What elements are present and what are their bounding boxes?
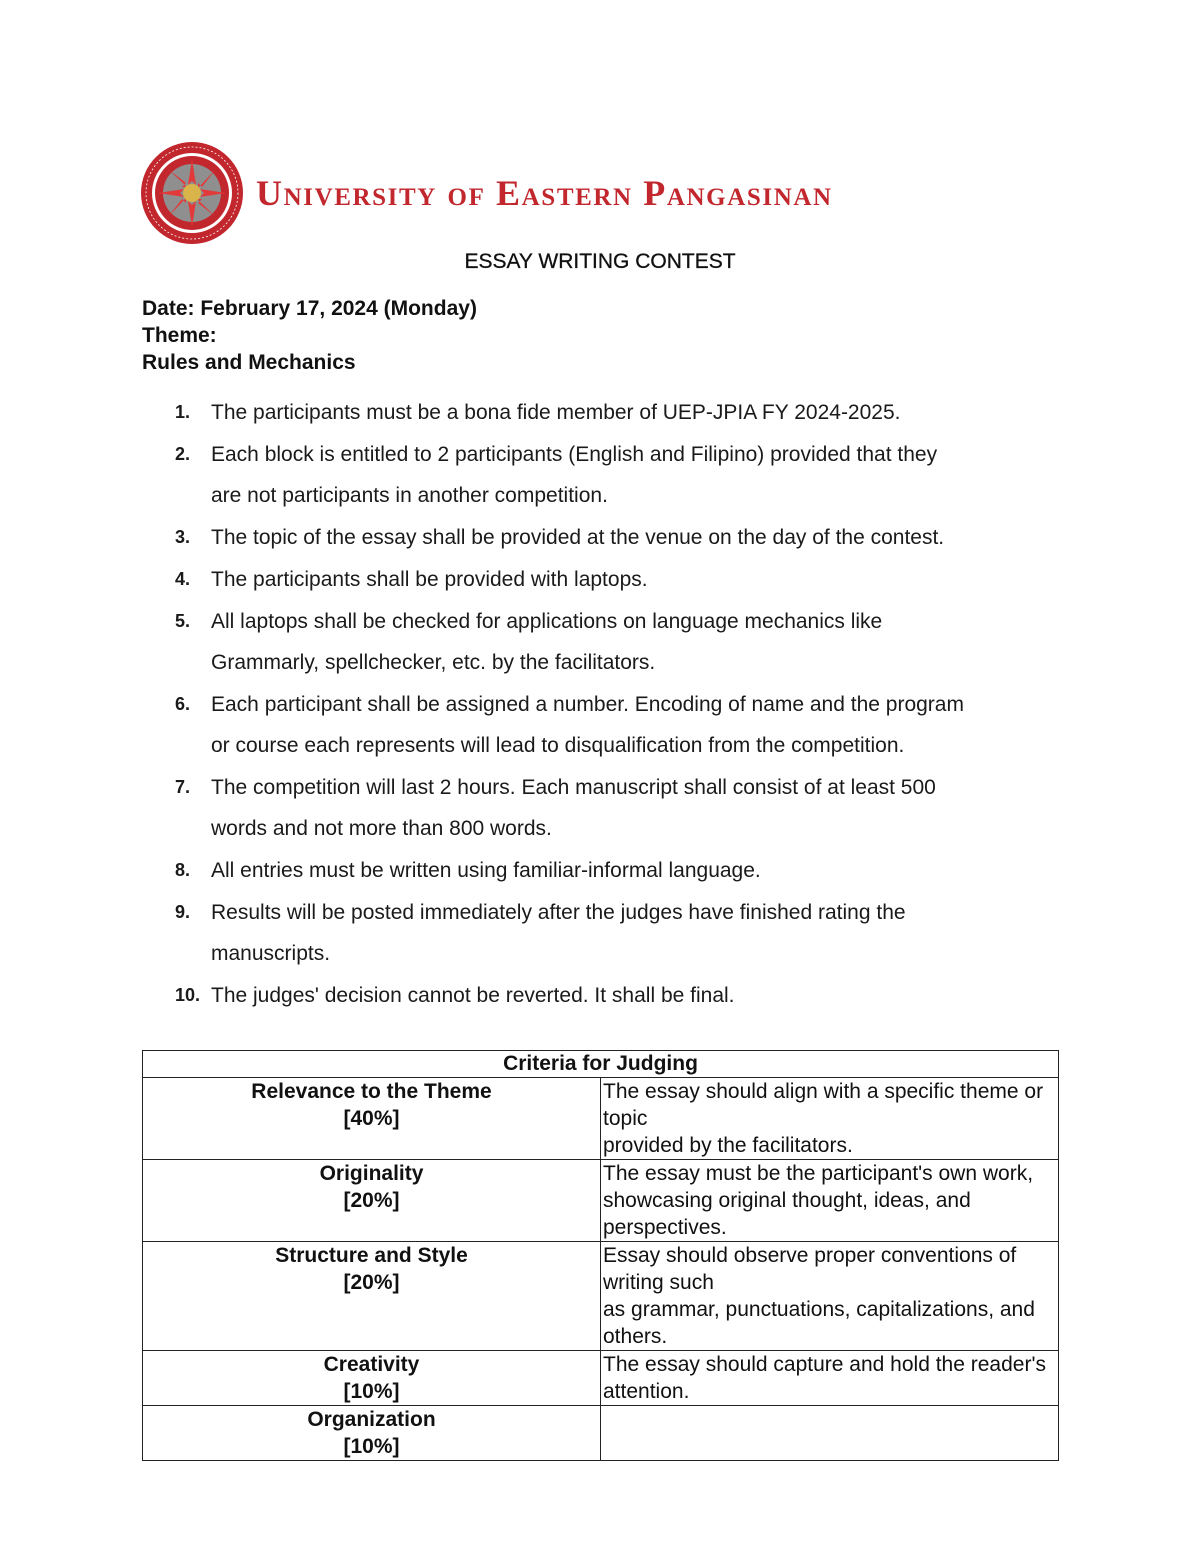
criteria-table-heading: Criteria for Judging: [143, 1051, 1059, 1078]
criterion-description: Essay should observe proper conventions of writing such as grammar, punctuations, capitalizations, and others.: [601, 1242, 1059, 1351]
criterion-cell: Creativity [10%]: [143, 1351, 601, 1406]
table-row: [143, 1406, 1059, 1461]
criterion-cell: Structure and Style [20%]: [143, 1242, 601, 1351]
document-title: ESSAY WRITING CONTEST: [464, 250, 736, 273]
criterion-description: The essay should capture and hold the reader's attention.: [601, 1351, 1059, 1406]
criterion-cell: Originality [20%]: [143, 1160, 601, 1242]
criterion-description: The essay must be the participant's own work, showcasing original thought, ideas, and perspectives.: [601, 1160, 1059, 1242]
table-row: [143, 1160, 1059, 1242]
university-seal-icon: [140, 141, 244, 245]
table-row: [143, 1078, 1059, 1160]
list-item: 7. The competition will last 2 hours. Each manuscript shall consist of at least 500 words and not more than 800 words.: [175, 776, 936, 840]
criteria-table: [142, 1050, 1059, 1461]
table-row: [143, 1242, 1059, 1351]
list-item: 5. All laptops shall be checked for applications on language mechanics like Grammarly, spellchecker, etc. by the facilitators.: [175, 610, 883, 674]
letterhead: [140, 138, 1100, 248]
criterion-description: The essay should align with a specific theme or topic provided by the facilitators.: [601, 1078, 1059, 1160]
list-item: 1. The participants must be a bona fide member of UEP-JPIA FY 2024-2025.: [175, 401, 901, 424]
list-item: 4. The participants shall be provided with laptops.: [175, 568, 648, 591]
list-item: 3. The topic of the essay shall be provided at the venue on the day of the contest.: [175, 526, 945, 549]
university-name: University of Eastern Pangasinan: [256, 173, 833, 213]
table-row: [143, 1351, 1059, 1406]
date-line: Date: February 17, 2024 (Monday): [142, 297, 477, 320]
list-item: 10. The judges' decision cannot be reverted. It shall be final.: [175, 984, 735, 1007]
rules-heading: Rules and Mechanics: [142, 351, 356, 374]
contest-details: [142, 295, 477, 376]
criterion-description: [601, 1406, 1059, 1461]
list-item: 2. Each block is entitled to 2 participants (English and Filipino) provided that they are not participants in another competition.: [175, 443, 938, 507]
list-item: 8. All entries must be written using familiar-informal language.: [175, 859, 761, 882]
rules-list: [142, 392, 1072, 1017]
theme-line: Theme:: [142, 324, 217, 347]
criterion-cell: Relevance to the Theme [40%]: [143, 1078, 601, 1160]
list-item: 9. Results will be posted immediately after the judges have finished rating the manuscripts.: [175, 901, 906, 965]
criterion-cell: Organization [10%]: [143, 1406, 601, 1461]
list-item: 6. Each participant shall be assigned a number. Encoding of name and the program or course each represents will lead to disqualification from the competition.: [175, 693, 964, 757]
